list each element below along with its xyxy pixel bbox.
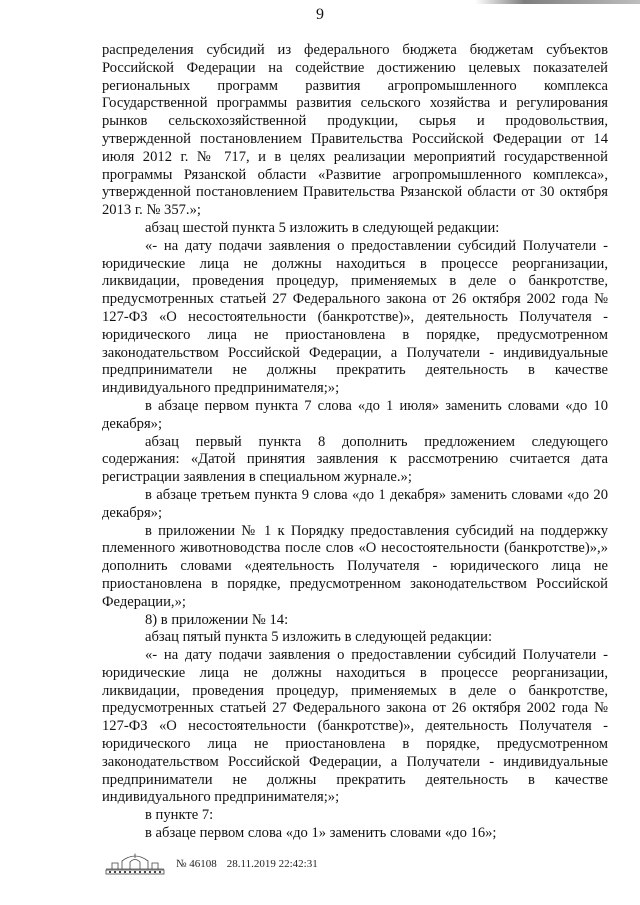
- document-footer: [104, 853, 318, 875]
- paragraph: в пункте 7:: [145, 807, 214, 824]
- paragraph: в приложении № 1 к Порядку предоставления субсидий на поддержку племенного животноводства после слов «О несостоятельности (банкротстве)»,» дополнить словами «деятельность Получателя - юридического лица не приостановлена в порядке, предусмотренном законодательством Российской Федерации,»;: [102, 522, 608, 610]
- footer-doc-id: № 46108: [176, 858, 217, 870]
- paragraph: абзац пятый пункта 5 изложить в следующей редакции:: [145, 629, 493, 646]
- scan-edge-artifact: [475, 0, 640, 4]
- paragraph: в абзаце первом слова «до 1» заменить словами «до 16»;: [145, 825, 497, 842]
- paragraph: в абзаце первом пункта 7 слова «до 1 июля» заменить словами «до 10 декабря»;: [102, 397, 608, 432]
- paragraph: абзац первый пункта 8 дополнить предложением следующего содержания: «Датой принятия заявления к рассмотрению считается дата регистрации заявления в специальном журнале.»;: [102, 433, 608, 486]
- paragraph: «- на дату подачи заявления о предоставлении субсидий Получатели - юридические лица не должны находиться в процессе реорганизации, ликвидации, проведения процедур, применяемых в деле о банкротстве, предусмотренных статьей 27 Федерального закона от 26 октября 2002 года № 127-ФЗ «О несостоятельности (банкротстве)», деятельность Получателя - юридического лица не приостановлена в порядке, предусмотренном законодательством Российской Федерации, а Получатели - индивидуальные предприниматели не должны прекратить деятельность в качестве индивидуального предпринимателя;»;: [102, 647, 608, 806]
- paragraph: в абзаце третьем пункта 9 слова «до 1 декабря» заменить словами «до 20 декабря»;: [102, 486, 608, 521]
- page-number: 9: [316, 6, 324, 23]
- paragraph: абзац шестой пункта 5 изложить в следующей редакции:: [145, 219, 500, 236]
- paragraph: распределения субсидий из федерального бюджета бюджетам субъектов Российской Федерации на содействие достижению целевых показателей региональных программ развития агропромышленного комплекса Государственной программы развития сельского хозяйства и регулирования рынков сельскохозяйственной продукции, сырья и продовольствия, утвержденной постановлением Правительства Российской Федерации от 14 июля 2012 г. № 717, и в целях реализации мероприятий государственной программы Рязанской области «Развитие агропромышленного комплекса», утвержденной постановлением Правительства Рязанской области от 30 октября 2013 г. № 357.»;: [102, 42, 608, 219]
- document-body: [102, 42, 608, 843]
- ryazan-oblast-emblem-icon: [104, 853, 166, 875]
- paragraph: «- на дату подачи заявления о предоставлении субсидий Получатели - юридические лица не должны находиться в процессе реорганизации, ликвидации, проведения процедур, применяемых в деле о банкротстве, предусмотренных статьей 27 Федерального закона от 26 октября 2002 года № 127-ФЗ «О несостоятельности (банкротстве)», деятельность Получателя - юридического лица не приостановлена в порядке, предусмотренном законодательством Российской Федерации, а Получатели - индивидуальные предприниматели не должны прекратить деятельность в качестве индивидуального предпринимателя;»;: [102, 237, 608, 397]
- footer-timestamp: 28.11.2019 22:42:31: [226, 858, 318, 870]
- paragraph: 8) в приложении № 14:: [145, 611, 289, 628]
